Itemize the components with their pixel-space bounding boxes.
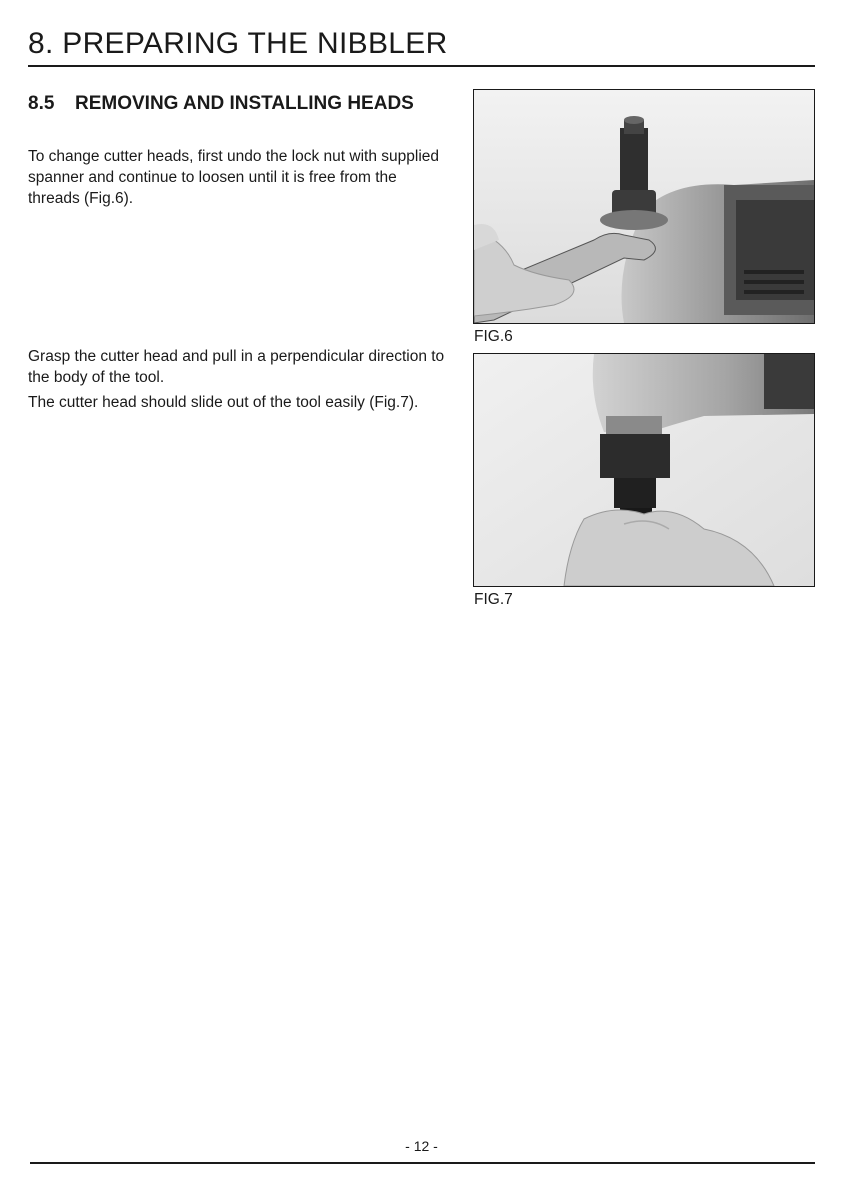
section-number: 8.5 [28, 93, 55, 114]
paragraph-slide-out: The cutter head should slide out of the tool easily (Fig.7). [28, 394, 419, 411]
page-number: - 12 - [405, 1138, 438, 1154]
page-title: 8. PREPARING THE NIBBLER [28, 27, 448, 60]
figure-6-photo [473, 89, 815, 324]
paragraph-lock-nut: To change cutter heads, first undo the lock nut with supplied spanner and continue to loosen until it is free from the threads (Fig.6). [28, 148, 439, 207]
title-divider [28, 65, 815, 67]
spanner-lock-nut-illustration [474, 90, 814, 323]
footer-divider [30, 1162, 815, 1164]
figure-7-caption: FIG.7 [474, 591, 513, 608]
figure-6-caption: FIG.6 [474, 328, 513, 345]
paragraph-grasp-head: Grasp the cutter head and pull in a perpendicular direction to the body of the tool. [28, 348, 445, 386]
cutter-head-removal-illustration [474, 354, 814, 586]
figure-7-photo [473, 353, 815, 587]
section-title: REMOVING AND INSTALLING HEADS [75, 93, 414, 114]
